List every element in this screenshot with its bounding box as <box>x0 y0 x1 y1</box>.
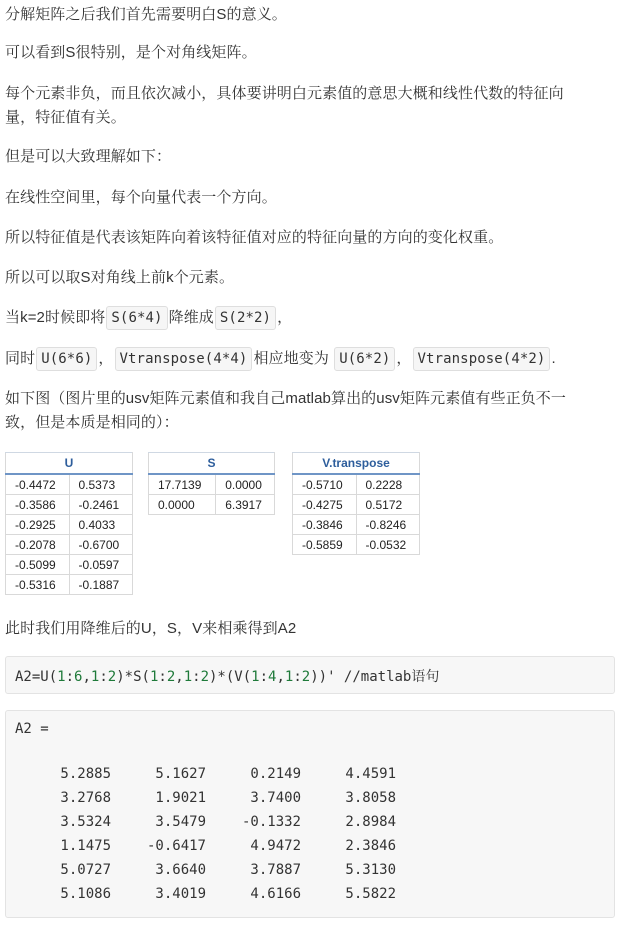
table-cell: -0.2078 <box>6 535 70 555</box>
output-cell: 5.0727 <box>60 862 111 878</box>
table-row <box>6 495 133 515</box>
code-text: : <box>293 669 302 685</box>
table-row <box>293 474 420 495</box>
text: ， <box>277 309 293 326</box>
table-cell: -0.5099 <box>6 555 70 575</box>
output-cell: 3.5324 <box>60 814 111 830</box>
table-row <box>6 575 133 595</box>
code-text: : <box>158 669 167 685</box>
inline-code-s64: S(6*4) <box>106 306 167 330</box>
output-cell: 3.7400 <box>250 790 301 806</box>
table-row <box>293 515 420 535</box>
table-cell: -0.5710 <box>293 474 357 495</box>
text: . <box>551 350 556 367</box>
code-number: 1 <box>251 669 260 685</box>
paragraph-s-meaning: 分解矩阵之后我们首先需要明白S的意义。 <box>5 6 287 23</box>
table-row <box>6 515 133 535</box>
code-number: 1 <box>57 669 66 685</box>
output-row <box>6 766 614 790</box>
output-row <box>6 790 614 814</box>
matrix-vt-title: V.transpose <box>293 453 420 475</box>
matrix-u-table <box>5 452 133 595</box>
table-cell: -0.8246 <box>356 515 420 535</box>
code-number: 1 <box>90 669 100 685</box>
text: ， <box>98 350 114 367</box>
output-row <box>6 886 614 910</box>
text: 降维成 <box>168 309 214 326</box>
table-row <box>6 535 133 555</box>
inline-code-u66: U(6*6) <box>36 347 97 371</box>
table-row <box>293 535 420 555</box>
paragraph-eigen-weight: 所以特征值是代表该矩阵向着该特征值对应的特征向量的方向的变化权重。 <box>5 229 504 246</box>
table-row <box>149 495 275 515</box>
code-number: 2 <box>107 669 117 685</box>
output-row <box>6 814 614 838</box>
table-row <box>6 555 133 575</box>
inline-code-vt42: Vtranspose(4*2) <box>413 347 551 371</box>
table-cell: -0.2461 <box>69 495 133 515</box>
paragraph-understand: 但是可以大致理解如下： <box>5 148 172 165</box>
paragraph-take-k: 所以可以取S对角线上前k个元素。 <box>5 269 235 286</box>
paragraph-figure-note-line1: 如下图（图片里的usv矩阵元素值和我自己matlab算出的usv矩阵元素值有些正负不一 <box>5 390 567 407</box>
output-label: A2 = <box>15 721 49 737</box>
paragraph-eigen-line1: 每个元素非负，而且依次减小，具体要讲明白元素值的意思大概和线性代数的特征向 <box>5 85 564 102</box>
paragraph-uv-reduce <box>5 346 615 372</box>
paragraph-diagonal: 可以看到S很特别，是个对角线矩阵。 <box>5 44 257 61</box>
text: 相应地变为 <box>253 350 334 367</box>
paragraph-figure-note-line2: 致，但是本质是相同的）： <box>5 414 179 431</box>
paragraph-multiply: 此时我们用降维后的U，S，V来相乘得到A2 <box>5 620 297 637</box>
output-cell: -0.6417 <box>146 838 206 854</box>
output-cell: 3.2768 <box>60 790 111 806</box>
table-cell: 0.5373 <box>69 474 133 495</box>
output-cell: 1.1475 <box>60 838 111 854</box>
code-number: 2 <box>200 669 209 685</box>
code-number: 2 <box>166 669 176 685</box>
output-cell: 3.7887 <box>250 862 301 878</box>
output-cell: 5.2885 <box>60 766 111 782</box>
code-text: A2=U( <box>15 669 58 685</box>
table-cell: -0.4472 <box>6 474 70 495</box>
table-cell: -0.2925 <box>6 515 70 535</box>
code-number: 1 <box>284 669 294 685</box>
table-cell: -0.4275 <box>293 495 357 515</box>
table-cell: 0.0000 <box>216 474 275 495</box>
table-cell: -0.5859 <box>293 535 357 555</box>
code-line <box>15 666 439 686</box>
code-text: )*(V( <box>209 669 252 685</box>
table-cell: 0.5172 <box>356 495 420 515</box>
code-number: 6 <box>74 669 83 685</box>
code-number: 2 <box>301 669 311 685</box>
table-cell: -0.3846 <box>293 515 357 535</box>
output-row <box>6 838 614 862</box>
table-cell: 0.2228 <box>356 474 420 495</box>
output-cell: 5.1086 <box>60 886 111 902</box>
code-text: ))' //matlab语句 <box>310 669 440 685</box>
output-cell: 4.9472 <box>250 838 301 854</box>
output-cell: 3.8058 <box>345 790 396 806</box>
code-text: : <box>192 669 201 685</box>
code-text: )*S( <box>116 669 150 685</box>
text: 同时 <box>5 350 36 367</box>
table-cell: -0.0532 <box>356 535 420 555</box>
table-cell: 6.3917 <box>216 495 275 515</box>
paragraph-k2-reduce <box>5 305 615 331</box>
text: ， <box>396 350 412 367</box>
code-text: , <box>276 669 285 685</box>
output-cell: 3.6640 <box>155 862 206 878</box>
matrix-vt-table <box>292 452 420 555</box>
code-number: 1 <box>149 669 159 685</box>
table-row <box>6 474 133 495</box>
table-cell: 0.0000 <box>149 495 216 515</box>
matrix-s-title: S <box>149 453 275 475</box>
output-row <box>6 862 614 886</box>
code-text: , <box>175 669 184 685</box>
text: 当k=2时候即将 <box>5 309 106 326</box>
table-cell: -0.3586 <box>6 495 70 515</box>
code-number: 4 <box>268 669 277 685</box>
code-block-output <box>5 710 615 918</box>
output-cell: 0.2149 <box>250 766 301 782</box>
code-text: , <box>82 669 91 685</box>
output-cell: 5.1627 <box>155 766 206 782</box>
table-row <box>293 495 420 515</box>
output-cell: -0.1332 <box>241 814 301 830</box>
output-cell: 2.8984 <box>345 814 396 830</box>
output-cell: 3.5479 <box>155 814 206 830</box>
code-number: 1 <box>183 669 193 685</box>
paragraph-vector-direction: 在线性空间里，每个向量代表一个方向。 <box>5 189 277 206</box>
output-cell: 5.5822 <box>345 886 396 902</box>
table-cell: 0.4033 <box>69 515 133 535</box>
table-cell: -0.1887 <box>69 575 133 595</box>
table-cell: -0.5316 <box>6 575 70 595</box>
code-block-matlab <box>5 656 615 694</box>
matrix-u-title: U <box>6 453 133 475</box>
output-cell: 4.6166 <box>250 886 301 902</box>
inline-code-s22: S(2*2) <box>215 306 276 330</box>
output-cell: 4.4591 <box>345 766 396 782</box>
table-row <box>149 474 275 495</box>
output-cell: 3.4019 <box>155 886 206 902</box>
inline-code-u62: U(6*2) <box>334 347 395 371</box>
table-cell: -0.0597 <box>69 555 133 575</box>
table-cell: -0.6700 <box>69 535 133 555</box>
paragraph-eigen-line2: 量，特征值有关。 <box>5 109 126 126</box>
matrix-s-table <box>148 452 275 515</box>
code-text: : <box>259 669 269 685</box>
inline-code-vt44: Vtranspose(4*4) <box>115 347 253 371</box>
output-cell: 2.3846 <box>345 838 396 854</box>
code-text: : <box>99 669 108 685</box>
table-cell: 17.7139 <box>149 474 216 495</box>
code-text: : <box>65 669 75 685</box>
output-cell: 1.9021 <box>155 790 206 806</box>
output-cell: 5.3130 <box>345 862 396 878</box>
